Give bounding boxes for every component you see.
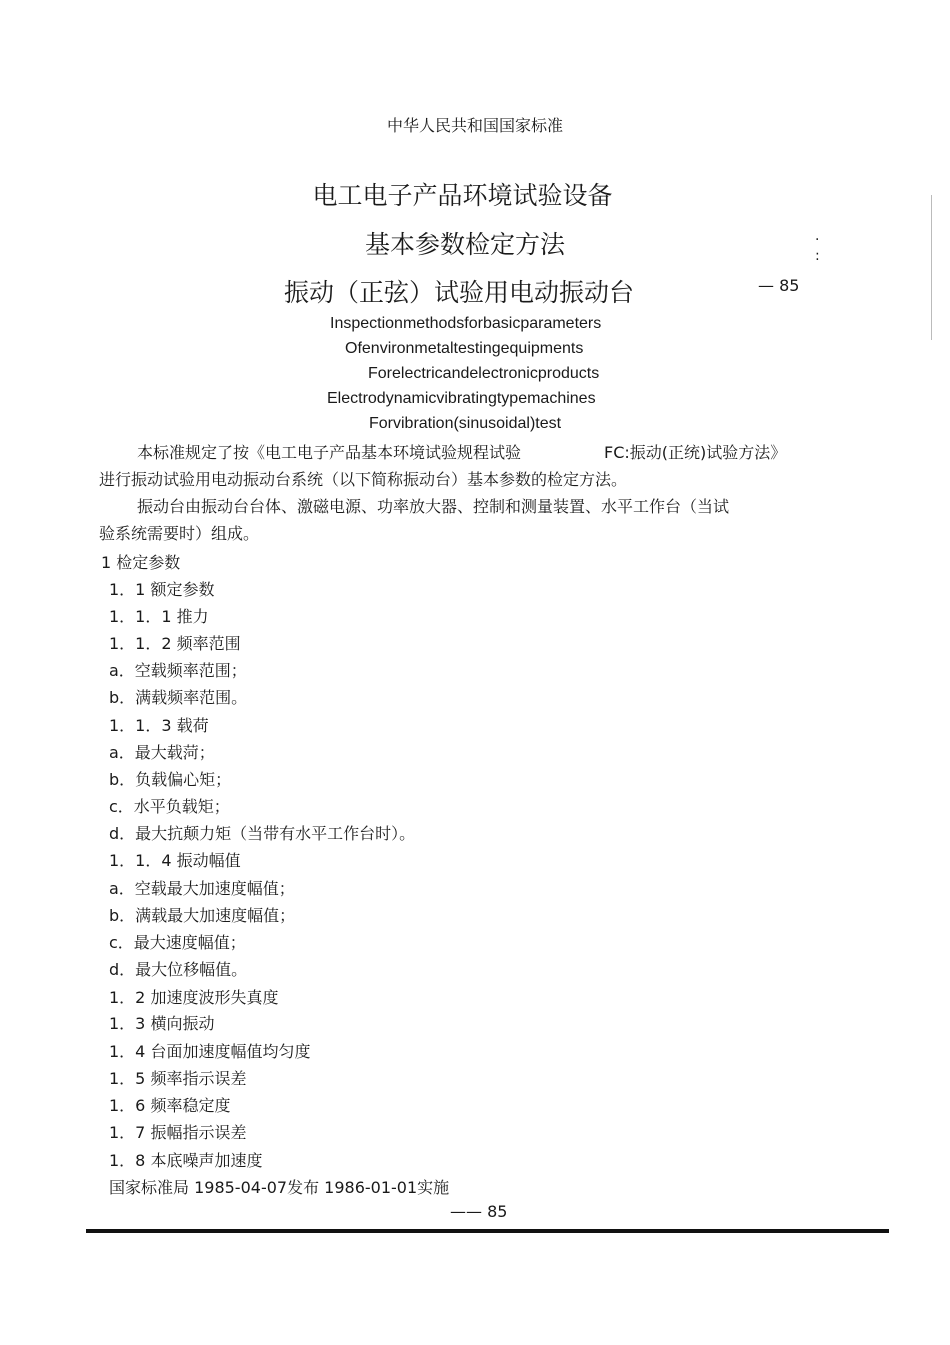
list-item: 1．1．3 载荷	[109, 716, 209, 735]
list-item: b．满载最大加速度幅值；	[109, 906, 296, 925]
paragraph-2-line-2: 验系统需要时）组成。	[99, 524, 260, 543]
list-item: 1．1 额定参数	[109, 580, 215, 599]
paragraph-2-line-1: 振动台由振动台台体、激磁电源、功率放大器、控制和测量装置、水平工作台（当试	[137, 497, 730, 516]
page-number: —— 85	[450, 1202, 508, 1221]
english-title-line-3: Forelectricandelectronicproducts	[368, 365, 600, 382]
paragraph-1-line-2: 进行振动试验用电动振动台系统（以下简称振动台）基本参数的检定方法。	[99, 470, 628, 489]
list-item: d．最大位移幅值。	[109, 960, 248, 979]
english-title-line-5: Forvibration(sinusoidal)test	[369, 415, 562, 432]
margin-page-number: — 85	[758, 276, 800, 295]
title-line-2: 基本参数检定方法	[364, 230, 565, 259]
list-item: 1．6 频率稳定度	[109, 1096, 231, 1115]
paragraph-1-line-1b: FC:振动(正统)试验方法》	[604, 443, 787, 462]
standard-header: 中华人民共和国国家标准	[386, 116, 563, 135]
list-item: 1．8 本底噪声加速度	[109, 1151, 263, 1170]
list-item: a．空载最大加速度幅值；	[109, 879, 295, 898]
paragraph-1-line-1a: 本标准规定了按《电工电子产品基本环境试验规程试验	[137, 443, 522, 462]
list-item: a．空载频率范围；	[109, 661, 247, 680]
list-item: 1．2 加速度波形失真度	[109, 988, 279, 1007]
list-item: b．负载偏心矩；	[109, 770, 232, 789]
english-title-line-2: Ofenvironmetaltestingequipments	[345, 340, 584, 357]
title-line-3: 振动（正弦）试验用电动振动台	[283, 278, 634, 307]
issue-dates: 国家标准局 1985-04-07发布 1986-01-01实施	[109, 1178, 450, 1197]
title-line-1: 电工电子产品环境试验设备	[312, 181, 613, 210]
list-item: 1．5 频率指示误差	[109, 1069, 247, 1088]
list-item: 1．1．2 频率范围	[109, 634, 241, 653]
page-edge-line	[931, 195, 932, 340]
margin-dots: · :	[815, 232, 820, 264]
list-item: d．最大抗颠力矩（当带有水平工作台时）。	[109, 824, 416, 843]
list-item: 1．3 横向振动	[109, 1014, 215, 1033]
list-item: b．满载频率范围。	[109, 688, 248, 707]
footer-rule	[86, 1229, 889, 1233]
list-item: a．最大载菏；	[109, 743, 215, 762]
list-item: c．最大速度幅值；	[109, 933, 246, 952]
english-title-line-1: Inspectionmethodsforbasicparameters	[330, 315, 602, 332]
section-title: 1 检定参数	[101, 553, 181, 572]
list-item: c．水平负载矩；	[109, 797, 230, 816]
list-item: 1．7 振幅指示误差	[109, 1123, 247, 1142]
english-title-line-4: Electrodynamicvibratingtypemachines	[327, 390, 596, 407]
list-item: 1．1．1 推力	[109, 607, 209, 626]
list-item: 1．1．4 振动幅值	[109, 851, 241, 870]
list-item: 1．4 台面加速度幅值均匀度	[109, 1042, 311, 1061]
